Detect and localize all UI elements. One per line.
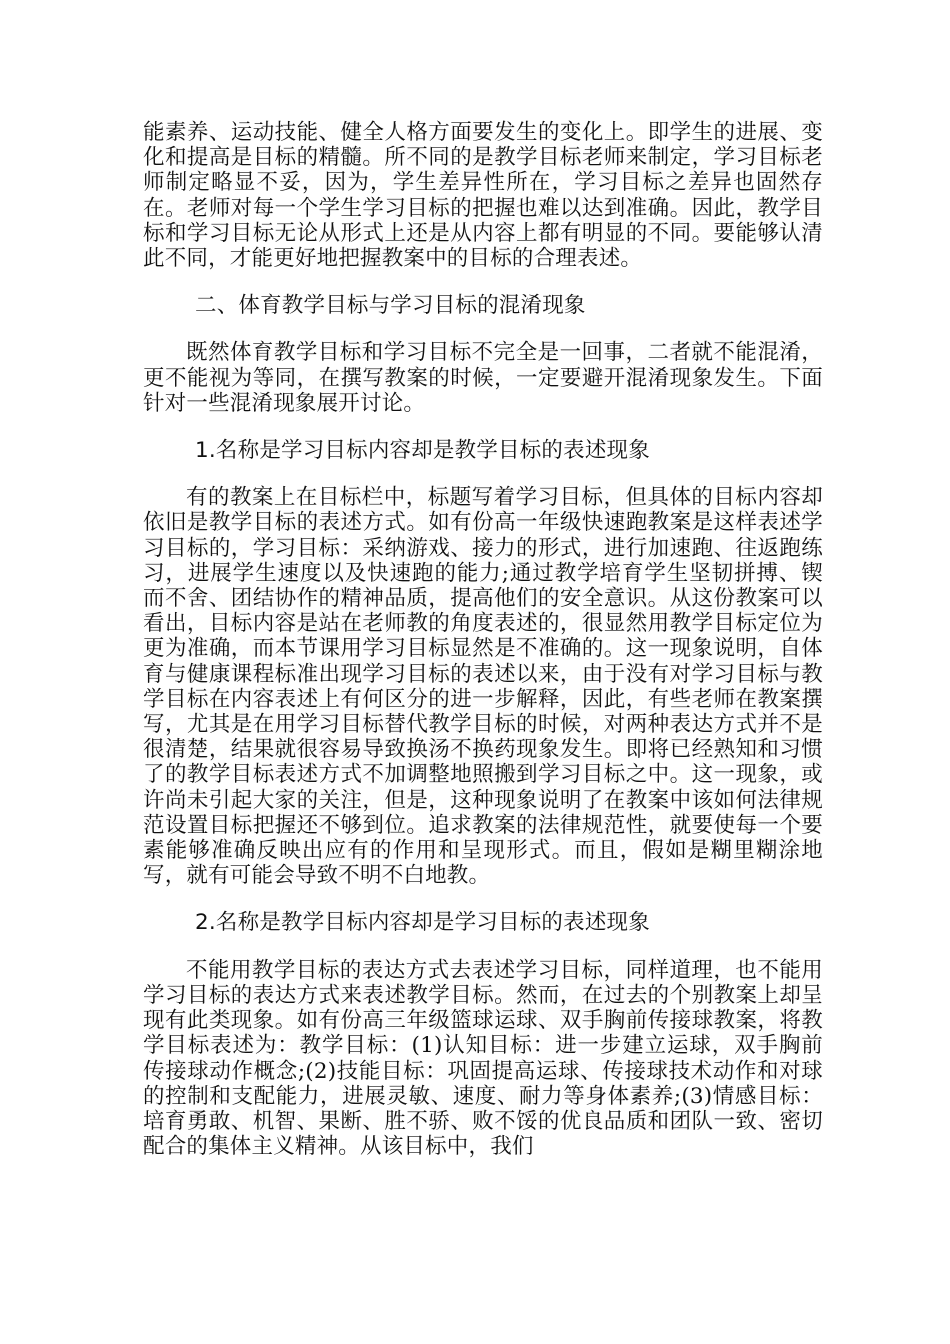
- document-body: [143, 120, 823, 1159]
- body-paragraph: 能素养、运动技能、健全人格方面要发生的变化上。即学生的进展、变化和提高是目标的精髓。所不同的是教学目标老师来制定，学习目标老师制定略显不妥，因为，学生差异性所在，学习目标之差异也固然存在。老师对每一个学生学习目标的把握也难以达到准确。因此，教学目标和学习目标无论从形式上还是从内容上都有明显的不同。要能够认清此不同，才能更好地把握教案中的目标的合理表述。: [143, 120, 823, 272]
- paragraph-gap: [143, 463, 823, 485]
- paragraph-gap: [143, 271, 823, 293]
- paragraph-gap: [143, 416, 823, 438]
- subsection-heading: 1.名称是学习目标内容却是教学目标的表述现象: [195, 438, 650, 464]
- paragraph-gap: [143, 936, 823, 958]
- body-paragraph: 有的教案上在目标栏中，标题写着学习目标，但具体的目标内容却依旧是教学目标的表述方式。如有份高一年级快速跑教案是这样表述学习目标的，学习目标：采纳游戏、接力的形式，进行加速跑、往返跑练习，进展学生速度以及快速跑的能力;通过教学培育学生坚韧拼搏、锲而不舍、团结协作的精神品质，提高他们的安全意识。从这份教案可以看出，目标内容是站在老师教的角度表述的，很显然用教学目标定位为更为准确，而本节课用学习目标显然是不准确的。这一现象说明，自体育与健康课程标准出现学习目标的表述以来，由于没有对学习目标与教学目标在内容表述上有何区分的进一步解释，因此，有些老师在教案撰写，尤其是在用学习目标替代教学目标的时候，对两种表达方式并不是很清楚，结果就很容易导致换汤不换药现象发生。即将已经熟知和习惯了的教学目标表述方式不加调整地照搬到学习目标之中。这一现象，或许尚未引起大家的关注，但是，这种现象说明了在教案中该如何法律规范设置目标把握还不够到位。追求教案的法律规范性，就要使每一个要素能够准确反映出应有的作用和呈现形式。而且，假如是糊里糊涂地写，就有可能会导致不明不白地教。: [143, 485, 823, 889]
- paragraph-gap: [143, 318, 823, 340]
- paragraph-gap: [143, 888, 823, 910]
- subsection-heading: 2.名称是教学目标内容却是学习目标的表述现象: [195, 910, 650, 936]
- body-paragraph: 不能用教学目标的表达方式去表述学习目标，同样道理，也不能用学习目标的表达方式来表述教学目标。然而，在过去的个别教案上却呈现有此类现象。如有份高三年级篮球运球、双手胸前传接球教案，将教学目标表述为：教学目标：(1)认知目标：进一步建立运球，双手胸前传接球动作概念;(2)技能目标：巩固提高运球、传接球技术动作和对球的控制和支配能力，进展灵敏、速度、耐力等身体素养;(3)情感目标：培育勇敢、机智、果断、胜不骄、败不馁的优良品质和团队一致、密切配合的集体主义精神。从该目标中，我们: [143, 957, 823, 1160]
- body-paragraph: 既然体育教学目标和学习目标不完全是一回事，二者就不能混淆，更不能视为等同，在撰写教案的时候，一定要避开混淆现象发生。下面针对一些混淆现象展开讨论。: [143, 340, 823, 416]
- section-heading: 二、体育教学目标与学习目标的混淆现象: [195, 293, 586, 319]
